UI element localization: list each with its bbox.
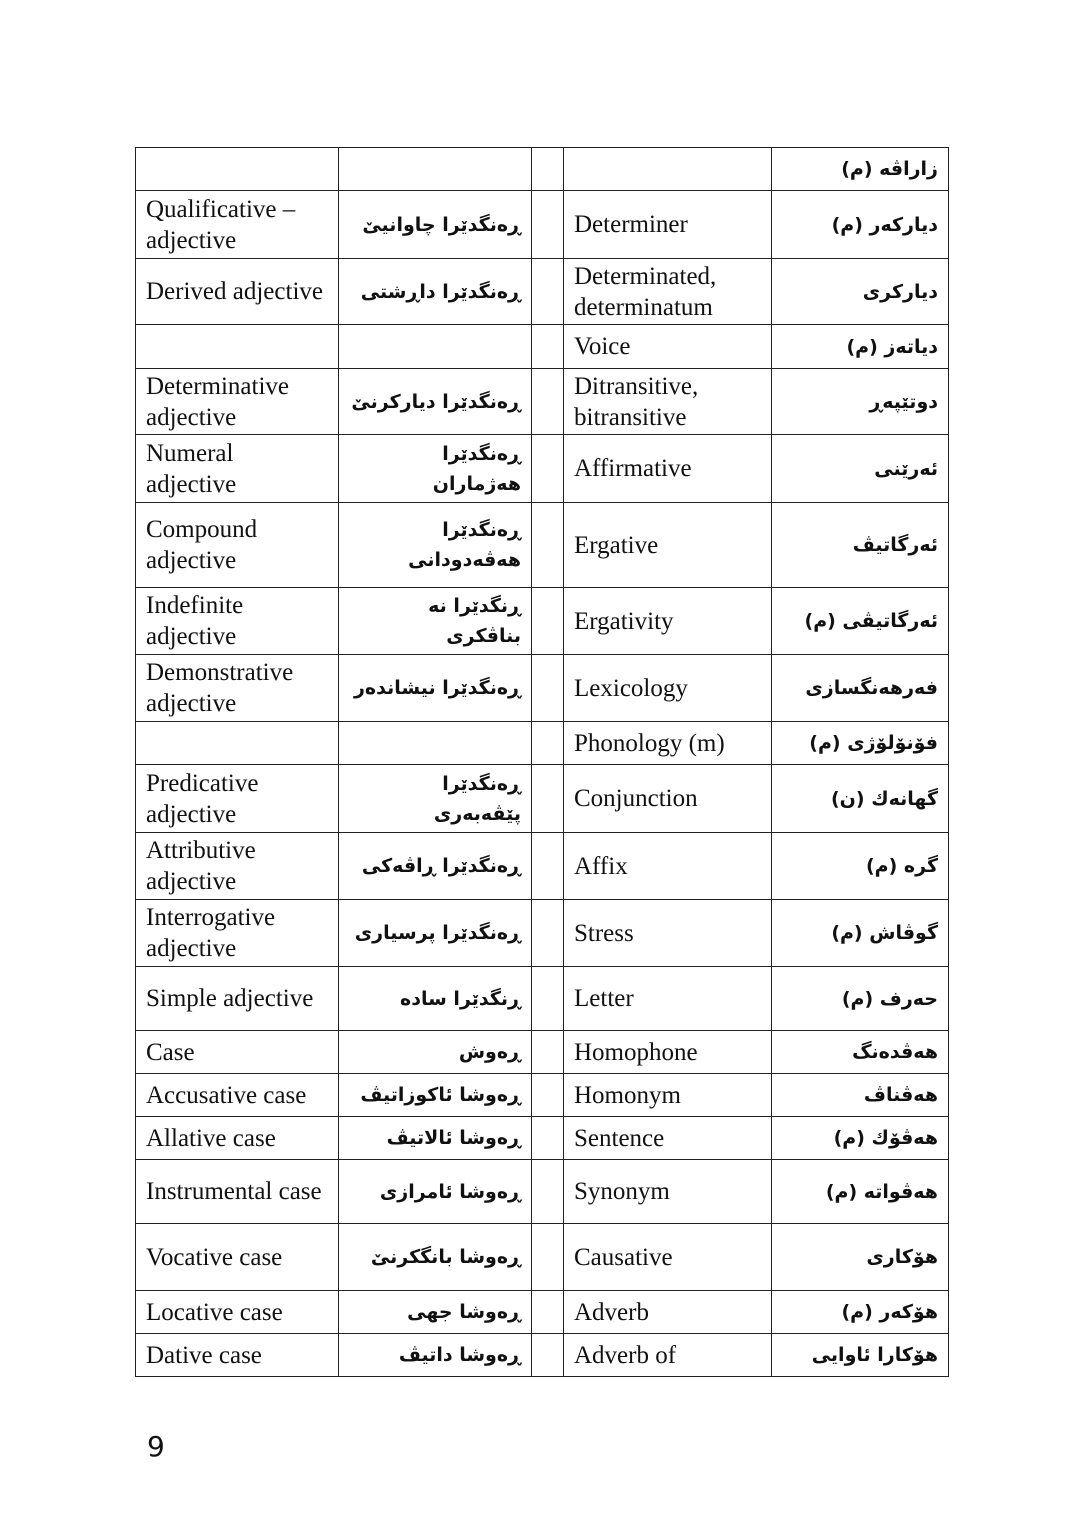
table-row (136, 588, 949, 655)
glossary-table (135, 147, 949, 1377)
english-term-cell: Accusative case (136, 1074, 339, 1117)
english-term-cell: Stress (564, 900, 772, 967)
spacer-cell (532, 259, 564, 325)
english-term-cell: Ditransitive, bitransitive (564, 369, 772, 435)
table-row (136, 1334, 949, 1377)
english-term-cell: Vocative case (136, 1224, 339, 1291)
spacer-cell (532, 967, 564, 1031)
kurdish-term-cell: هەڤدەنگ (772, 1031, 949, 1074)
table-row (136, 1160, 949, 1224)
kurdish-term-cell: زاراڤە (م) (772, 148, 949, 191)
english-term-cell: Compound adjective (136, 503, 339, 588)
kurdish-term-cell: ڕنگدێرا نە بناڤکری (339, 588, 532, 655)
english-term-cell: Affirmative (564, 435, 772, 503)
glossary-body (136, 148, 949, 1377)
kurdish-term-cell: فەرهەنگسازی (772, 655, 949, 722)
english-term-cell: Predicative adjective (136, 765, 339, 833)
spacer-cell (532, 191, 564, 259)
english-term-cell: Homonym (564, 1074, 772, 1117)
spacer-cell (532, 1031, 564, 1074)
spacer-cell (532, 722, 564, 765)
spacer-cell (532, 435, 564, 503)
kurdish-term-cell: ڕەنگدێرا هەژماران (339, 435, 532, 503)
kurdish-term-cell: ڕەوشا بانگکرنێ (339, 1224, 532, 1291)
kurdish-term-cell: هۆکاری (772, 1224, 949, 1291)
kurdish-term-cell: دیارکەر (م) (772, 191, 949, 259)
table-row (136, 655, 949, 722)
spacer-cell (532, 1160, 564, 1224)
kurdish-term-cell: گهانەك (ن) (772, 765, 949, 833)
spacer-cell (532, 833, 564, 900)
kurdish-term-cell (339, 148, 532, 191)
kurdish-term-cell: ڕەوشا داتیڤ (339, 1334, 532, 1377)
english-term-cell (136, 722, 339, 765)
table-row (136, 325, 949, 369)
english-term-cell: Attributive adjective (136, 833, 339, 900)
table-row (136, 1291, 949, 1334)
table-row (136, 1031, 949, 1074)
spacer-cell (532, 1117, 564, 1160)
kurdish-term-cell (339, 325, 532, 369)
kurdish-term-cell: ڕەوش (339, 1031, 532, 1074)
english-term-cell: Dative case (136, 1334, 339, 1377)
spacer-cell (532, 900, 564, 967)
kurdish-term-cell: ئەرێنی (772, 435, 949, 503)
kurdish-term-cell: هەڤواتە (م) (772, 1160, 949, 1224)
spacer-cell (532, 369, 564, 435)
kurdish-term-cell: هۆکارا ئاوایی (772, 1334, 949, 1377)
table-row (136, 722, 949, 765)
english-term-cell: Homophone (564, 1031, 772, 1074)
kurdish-term-cell: ڕەوشا ئالاتیڤ (339, 1117, 532, 1160)
table-row (136, 1117, 949, 1160)
spacer-cell (532, 1334, 564, 1377)
english-term-cell: Affix (564, 833, 772, 900)
kurdish-term-cell: ڕەنگدێرا چاوانیێ (339, 191, 532, 259)
english-term-cell: Determinated, determinatum (564, 259, 772, 325)
kurdish-term-cell: ڕەوشا ئامرازی (339, 1160, 532, 1224)
table-row (136, 967, 949, 1031)
english-term-cell: Interrogative adjective (136, 900, 339, 967)
english-term-cell (136, 148, 339, 191)
english-term-cell: Locative case (136, 1291, 339, 1334)
spacer-cell (532, 503, 564, 588)
kurdish-term-cell: گوڤاش (م) (772, 900, 949, 967)
spacer-cell (532, 588, 564, 655)
kurdish-term-cell: ڕەنگدێرا پێڤەبەری (339, 765, 532, 833)
english-term-cell: Conjunction (564, 765, 772, 833)
english-term-cell: Voice (564, 325, 772, 369)
table-row (136, 148, 949, 191)
english-term-cell: Letter (564, 967, 772, 1031)
kurdish-term-cell: ڕەنگدێرا داڕشتی (339, 259, 532, 325)
kurdish-term-cell: گرە (م) (772, 833, 949, 900)
english-term-cell: Determiner (564, 191, 772, 259)
kurdish-term-cell: ڕەنگدێرا هەڤەدودانی (339, 503, 532, 588)
english-term-cell: Numeral adjective (136, 435, 339, 503)
english-term-cell: Adverb (564, 1291, 772, 1334)
spacer-cell (532, 148, 564, 191)
english-term-cell: Determinative adjective (136, 369, 339, 435)
english-term-cell: Case (136, 1031, 339, 1074)
spacer-cell (532, 1291, 564, 1334)
table-row (136, 833, 949, 900)
spacer-cell (532, 655, 564, 722)
english-term-cell: Phonology (m) (564, 722, 772, 765)
english-term-cell: Simple adjective (136, 967, 339, 1031)
kurdish-term-cell: ئەرگاتیڤ (772, 503, 949, 588)
kurdish-term-cell: دیاتەز (م) (772, 325, 949, 369)
english-term-cell: Ergativity (564, 588, 772, 655)
kurdish-term-cell: ئەرگاتیڤی (م) (772, 588, 949, 655)
english-term-cell: Lexicology (564, 655, 772, 722)
spacer-cell (532, 1224, 564, 1291)
english-term-cell: Allative case (136, 1117, 339, 1160)
english-term-cell: Adverb of (564, 1334, 772, 1377)
english-term-cell: Sentence (564, 1117, 772, 1160)
english-term-cell (136, 325, 339, 369)
kurdish-term-cell: دیارکری (772, 259, 949, 325)
kurdish-term-cell: ڕنگدێرا سادە (339, 967, 532, 1031)
spacer-cell (532, 325, 564, 369)
english-term-cell: Derived adjective (136, 259, 339, 325)
kurdish-term-cell: ڕەنگدێرا دیارکرنێ (339, 369, 532, 435)
english-term-cell: Ergative (564, 503, 772, 588)
table-row (136, 369, 949, 435)
table-row (136, 435, 949, 503)
english-term-cell: Instrumental case (136, 1160, 339, 1224)
english-term-cell: Causative (564, 1224, 772, 1291)
spacer-cell (532, 1074, 564, 1117)
kurdish-term-cell: هەڤۆك (م) (772, 1117, 949, 1160)
kurdish-term-cell: ڕەوشا ئاکوزاتیڤ (339, 1074, 532, 1117)
table-row (136, 765, 949, 833)
table-row (136, 1074, 949, 1117)
kurdish-term-cell: دوتێپەڕ (772, 369, 949, 435)
page-number: 9 (147, 1430, 165, 1463)
spacer-cell (532, 765, 564, 833)
kurdish-term-cell: ڕەنگدێرا ڕاڤەکی (339, 833, 532, 900)
english-term-cell: Qualificative – adjective (136, 191, 339, 259)
english-term-cell: Indefinite adjective (136, 588, 339, 655)
kurdish-term-cell: هەڤناڤ (772, 1074, 949, 1117)
table-row (136, 1224, 949, 1291)
table-row (136, 191, 949, 259)
english-term-cell: Synonym (564, 1160, 772, 1224)
kurdish-term-cell: حەرف (م) (772, 967, 949, 1031)
table-row (136, 503, 949, 588)
english-term-cell (564, 148, 772, 191)
table-row (136, 259, 949, 325)
kurdish-term-cell: هۆکەر (م) (772, 1291, 949, 1334)
english-term-cell: Demonstrative adjective (136, 655, 339, 722)
kurdish-term-cell (339, 722, 532, 765)
kurdish-term-cell: ڕەنگدێرا پرسیاری (339, 900, 532, 967)
kurdish-term-cell: ڕەنگدێرا نیشاندەر (339, 655, 532, 722)
table-row (136, 900, 949, 967)
kurdish-term-cell: ڕەوشا جهی (339, 1291, 532, 1334)
kurdish-term-cell: فۆنۆلۆژی (م) (772, 722, 949, 765)
